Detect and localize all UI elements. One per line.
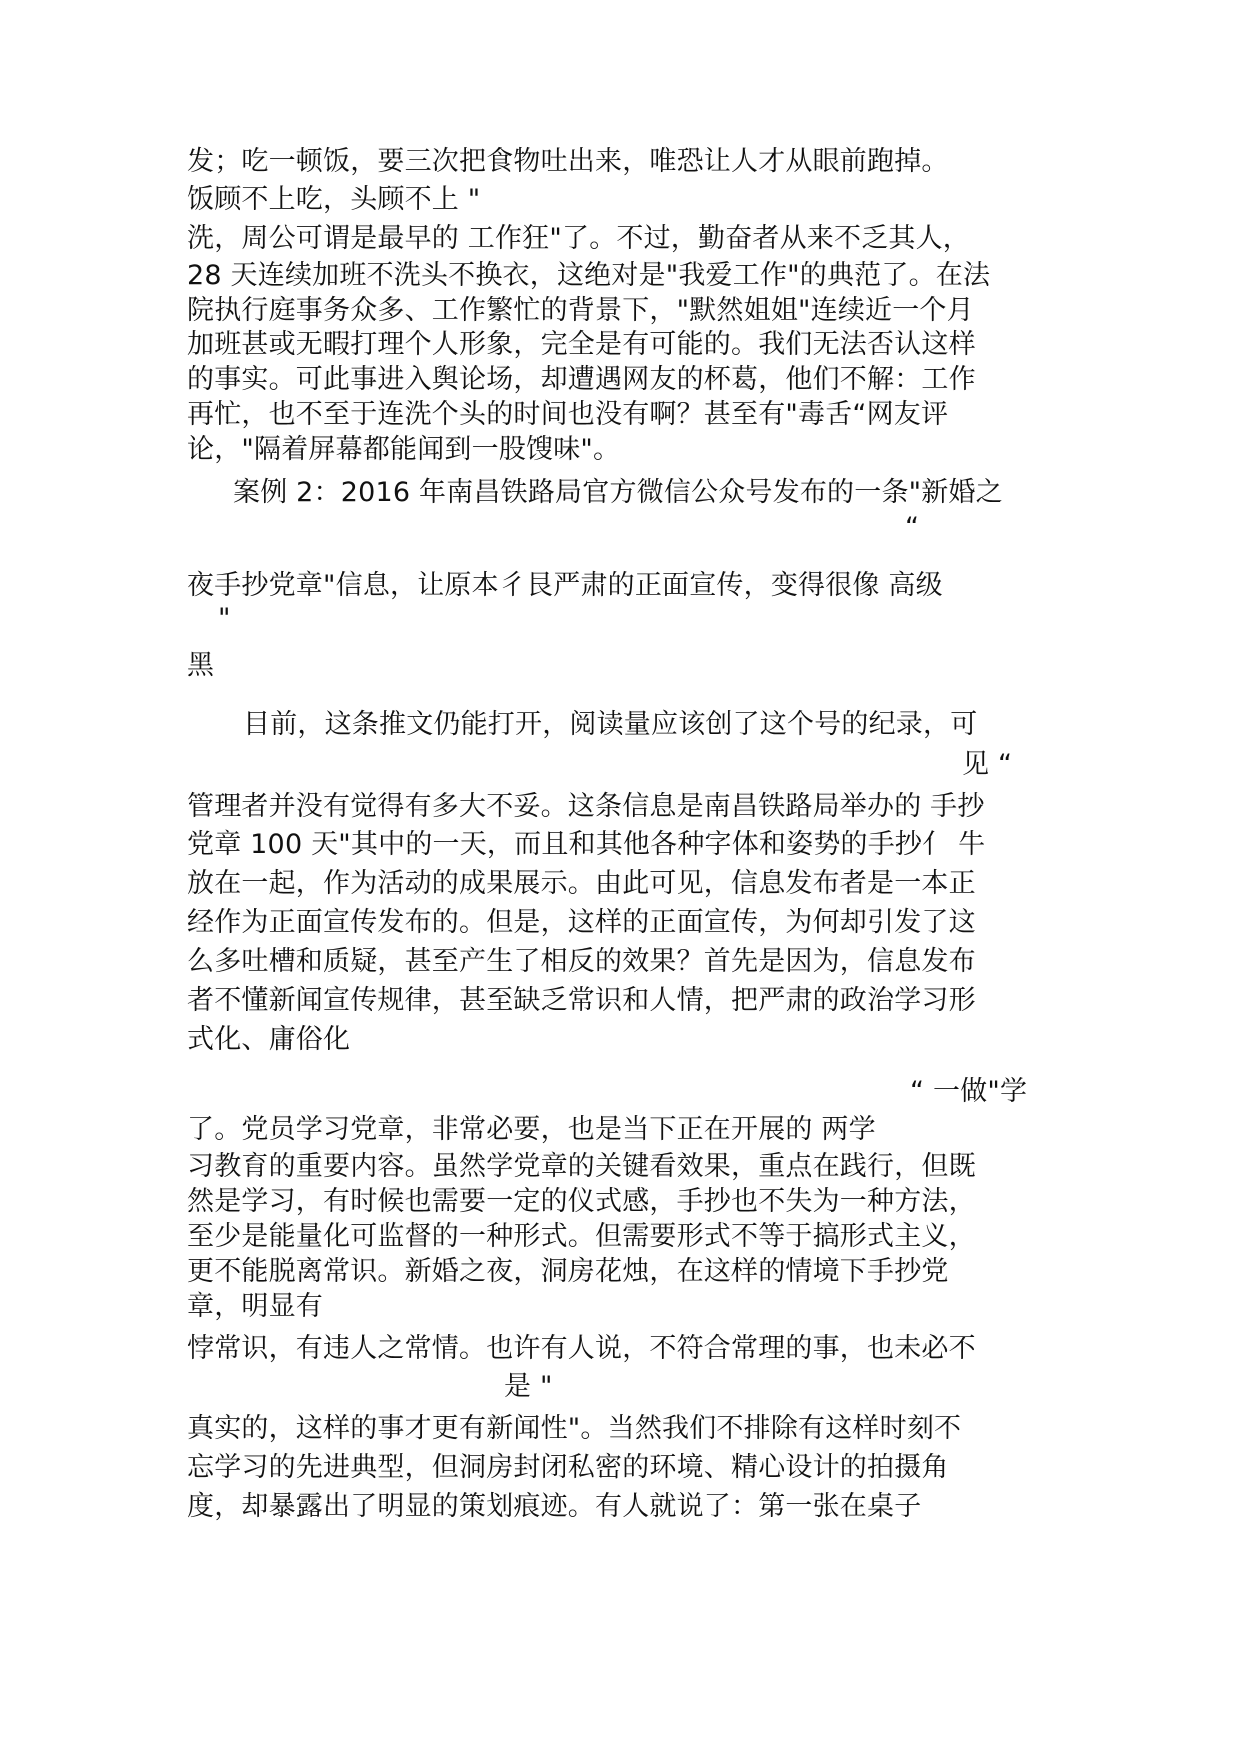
text-line: 见 “ xyxy=(962,749,1013,780)
text-line: 案例 2：2016 年南昌铁路局官方微信公众号发布的一条"新婚之 xyxy=(233,477,1003,508)
text-line: 至少是能量化可监督的一种形式。但需要形式不等于搞形式主义， xyxy=(187,1221,976,1252)
text-line: 院执行庭事务众多、工作繁忙的背景下，"默然姐姐"连续近一个月 xyxy=(187,295,974,326)
text-line: 再忙，也不至于连洗个头的时间也没有啊？甚至有"毒舌“网友评 xyxy=(187,399,949,430)
text-line: 洗，周公可谓是最早的 工作狂"了。不过，勤奋者从来不乏其人， xyxy=(187,223,971,254)
text-line: 的事实。可此事进入舆论场，却遭遇网友的杯葛，他们不解：工作 xyxy=(187,364,976,395)
text-line: 么多吐槽和质疑，甚至产生了相反的效果？首先是因为，信息发布 xyxy=(187,946,976,977)
text-line: “ xyxy=(905,512,920,543)
text-line: “ 一做"学 xyxy=(910,1076,1028,1107)
text-line: 黑 xyxy=(187,650,215,681)
text-line: 发；吃一顿饭，要三次把食物吐出来，唯恐让人才从眼前跑掉。 xyxy=(187,146,949,177)
text-line: 是 " xyxy=(504,1371,553,1402)
text-line: 度，却暴露出了明显的策划痕迹。有人就说了：第一张在桌子 xyxy=(187,1491,922,1522)
text-line: 管理者并没有觉得有多大不妥。这条信息是南昌铁路局举办的 手抄 xyxy=(187,791,985,822)
text-line: 目前，这条推文仍能打开，阅读量应该创了这个号的纪录，可 xyxy=(243,709,978,740)
text-line: 饭顾不上吃，头顾不上 " xyxy=(187,184,481,215)
text-line: 真实的，这样的事才更有新闻性"。当然我们不排除有这样时刻不 xyxy=(187,1413,962,1444)
text-line: 习教育的重要内容。虽然学党章的关键看效果，重点在践行，但既 xyxy=(187,1151,976,1182)
text-line: 然是学习，有时候也需要一定的仪式感，手抄也不失为一种方法， xyxy=(187,1186,976,1217)
text-line: 式化、庸俗化 xyxy=(187,1024,351,1055)
text-line: 者不懂新闻宣传规律，甚至缺乏常识和人情，把严肃的政治学习形 xyxy=(187,985,976,1016)
text-line: 党章 100 天"其中的一天，而且和其他各种字体和姿势的手抄亻 牛 xyxy=(187,829,986,860)
text-line: 章，明显有 xyxy=(187,1291,323,1322)
text-line: 经作为正面宣传发布的。但是，这样的正面宣传，为何却引发了这 xyxy=(187,907,976,938)
text-line: 论，"隔着屏幕都能闻到一股馊味"。 xyxy=(187,434,621,465)
text-line: 28 天连续加班不洗头不换衣，这绝对是"我爱工作"的典范了。在法 xyxy=(187,260,991,291)
text-line: 加班甚或无暇打理个人形象，完全是有可能的。我们无法否认这样 xyxy=(187,329,976,360)
text-line: 忘学习的先进典型，但洞房封闭私密的环境、精心设计的拍摄角 xyxy=(187,1452,949,1483)
text-line: 夜手抄党章"信息，让原本彳艮严肃的正面宣传，变得很像 高级 xyxy=(187,570,943,601)
text-line: " xyxy=(218,603,231,634)
text-line: 放在一起，作为活动的成果展示。由此可见，信息发布者是一本正 xyxy=(187,868,976,899)
text-line: 了。党员学习党章，非常必要，也是当下正在开展的 两学 xyxy=(187,1114,876,1145)
text-line: 更不能脱离常识。新婚之夜，洞房花烛，在这样的情境下手抄党 xyxy=(187,1256,949,1287)
text-line: 悖常识，有违人之常情。也许有人说，不符合常理的事，也未必不 xyxy=(187,1333,976,1364)
